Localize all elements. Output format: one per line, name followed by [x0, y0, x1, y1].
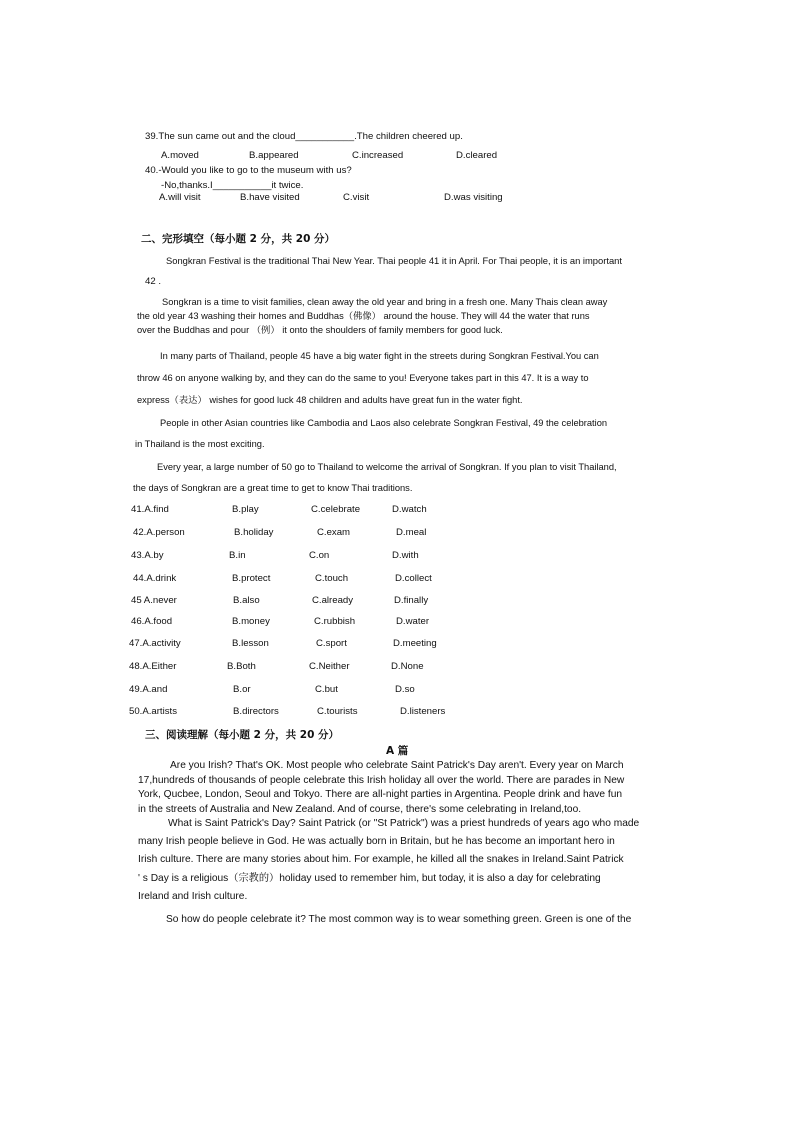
cloze-q45-option-c: C.already: [312, 595, 354, 606]
cloze-q43-option-d: D.with: [392, 550, 419, 561]
passage-a-line-6: many Irish people believe in God. He was actually born in Britain, but he has become an important hero in: [138, 836, 615, 847]
cloze-q47-option-d: D.meeting: [393, 638, 437, 649]
q40-option-b: B.have visited: [240, 192, 300, 203]
cloze-q49-option-d: D.so: [395, 684, 415, 695]
cloze-q44-option-b: B.protect: [232, 573, 271, 584]
cloze-q49-option-c: C.but: [315, 684, 338, 695]
cloze-q41-option-b: B.play: [232, 504, 259, 515]
cloze-paragraph-1-line-2: 42 .: [145, 276, 162, 287]
cloze-q46-option-c: C.rubbish: [314, 616, 356, 627]
q39-option-a: A.moved: [161, 150, 199, 161]
cloze-q47-option-b: B.lesson: [232, 638, 269, 649]
section-3-heading: 三、阅读理解（每小题 2 分，共 20 分）: [145, 729, 340, 741]
q39-option-b: B.appeared: [249, 150, 299, 161]
cloze-paragraph-3-line-3: express（表达） wishes for good luck 48 children and adults have great fun in the water fight.: [137, 395, 523, 405]
cloze-paragraph-5-line-1: Every year, a large number of 50 go to Thailand to welcome the arrival of Songkran. If you plan to visit Thailand,: [157, 462, 617, 472]
cloze-paragraph-2-line-1: Songkran is a time to visit families, clean away the old year and bring in a fresh one. Many Thais clean away: [162, 297, 608, 307]
cloze-q50-option-a: 50.A.artists: [129, 706, 177, 717]
cloze-paragraph-2-line-2: the old year 43 washing their homes and Buddhas（佛像） around the house. They will 44 the water that runs: [137, 311, 590, 321]
question-40-reply: -No,thanks.I___________it twice.: [161, 180, 304, 191]
cloze-q44-option-a: 44.A.drink: [133, 573, 177, 584]
cloze-q50-option-c: C.tourists: [317, 706, 358, 717]
cloze-q45-option-d: D.finally: [394, 595, 429, 606]
passage-a-line-8: ' s Day is a religious（宗教的）holiday used to remember him, but today, it is also a day for celebrating: [138, 873, 601, 884]
cloze-q46-option-d: D.water: [396, 616, 430, 627]
question-40-stem: 40.-Would you like to go to the museum with us?: [145, 165, 352, 176]
q39-option-d: D.cleared: [456, 150, 498, 161]
cloze-q48-option-c: C.Neither: [309, 661, 350, 672]
cloze-paragraph-5-line-2: the days of Songkran are a great time to get to know Thai traditions.: [133, 483, 413, 493]
passage-a-line-4: in the streets of Australia and New Zealand. And of course, there's some celebrating in Ireland,too.: [138, 804, 582, 815]
passage-a-title: A 篇: [386, 745, 409, 757]
cloze-q46-option-b: B.money: [232, 616, 270, 627]
cloze-q49-option-b: B.or: [233, 684, 251, 695]
question-39-stem: 39.The sun came out and the cloud___________.The children cheered up.: [145, 131, 463, 142]
cloze-paragraph-1-line-1: Songkran Festival is the traditional Thai New Year. Thai people 41 it in April. For Thai people, it is an important: [166, 255, 622, 266]
cloze-q44-option-c: C.touch: [315, 573, 349, 584]
cloze-q45-option-b: B.also: [233, 595, 260, 606]
cloze-paragraph-3-line-2: throw 46 on anyone walking by, and they can do the same to you! Everyone takes part in this 47. It is a way to: [137, 373, 589, 383]
cloze-q41-option-d: D.watch: [392, 504, 427, 515]
cloze-q47-option-a: 47.A.activity: [129, 638, 181, 649]
cloze-q49-option-a: 49.A.and: [129, 684, 168, 695]
cloze-q42-option-c: C.exam: [317, 527, 351, 538]
q40-option-d: D.was visiting: [444, 192, 503, 203]
cloze-paragraph-2-line-3: over the Buddhas and pour （例） it onto the shoulders of family members for good luck.: [137, 325, 503, 335]
passage-a-line-10: So how do people celebrate it? The most common way is to wear something green. Green is one of the: [166, 914, 632, 925]
cloze-q45-option-a: 45 A.never: [131, 595, 177, 606]
cloze-q48-option-b: B.Both: [227, 661, 256, 672]
cloze-q41-option-c: C.celebrate: [311, 504, 361, 515]
cloze-paragraph-4-line-2: in Thailand is the most exciting.: [135, 439, 265, 449]
cloze-q42-option-a: 42.A.person: [133, 527, 185, 538]
passage-a-line-5: What is Saint Patrick's Day? Saint Patrick (or "St Patrick") was a priest hundreds of years ago who made: [168, 818, 640, 829]
cloze-q41-option-a: 41.A.find: [131, 504, 169, 515]
cloze-q48-option-a: 48.A.Either: [129, 661, 177, 672]
passage-a-line-9: Ireland and Irish culture.: [138, 891, 248, 902]
cloze-q50-option-d: D.listeners: [400, 706, 446, 717]
q40-option-c: C.visit: [343, 192, 370, 203]
passage-a-line-3: York, Qucbee, London, Seoul and Tokyo. There are all-night parties in Argentina. People drink and have fun: [138, 789, 623, 800]
passage-a-line-1: Are you Irish? That's OK. Most people who celebrate Saint Patrick's Day aren't. Every year on March: [170, 760, 624, 771]
cloze-q47-option-c: C.sport: [316, 638, 347, 649]
cloze-q43-option-c: C.on: [309, 550, 330, 561]
cloze-q50-option-b: B.directors: [233, 706, 279, 717]
cloze-q42-option-d: D.meal: [396, 527, 427, 538]
cloze-paragraph-3-line-1: In many parts of Thailand, people 45 have a big water fight in the streets during Songkran Festival.You can: [160, 351, 599, 361]
cloze-q43-option-b: B.in: [229, 550, 246, 561]
section-2-heading: 二、完形填空（每小题 2 分，共 20 分）: [141, 233, 336, 245]
cloze-paragraph-4-line-1: People in other Asian countries like Cambodia and Laos also celebrate Songkran Festival, 49 the celebration: [160, 418, 608, 428]
q40-option-a: A.will visit: [159, 192, 201, 203]
cloze-q42-option-b: B.holiday: [234, 527, 274, 538]
passage-a-line-2: 17,hundreds of thousands of people celebrate this Irish holiday all over the world. There are parades in New: [138, 775, 625, 786]
cloze-q43-option-a: 43.A.by: [131, 550, 164, 561]
passage-a-line-7: Irish culture. There are many stories about him. For example, he killed all the snakes in Ireland.Saint Patrick: [138, 854, 624, 865]
cloze-q44-option-d: D.collect: [395, 573, 432, 584]
cloze-q46-option-a: 46.A.food: [131, 616, 173, 627]
cloze-q48-option-d: D.None: [391, 661, 424, 672]
q39-option-c: C.increased: [352, 150, 404, 161]
